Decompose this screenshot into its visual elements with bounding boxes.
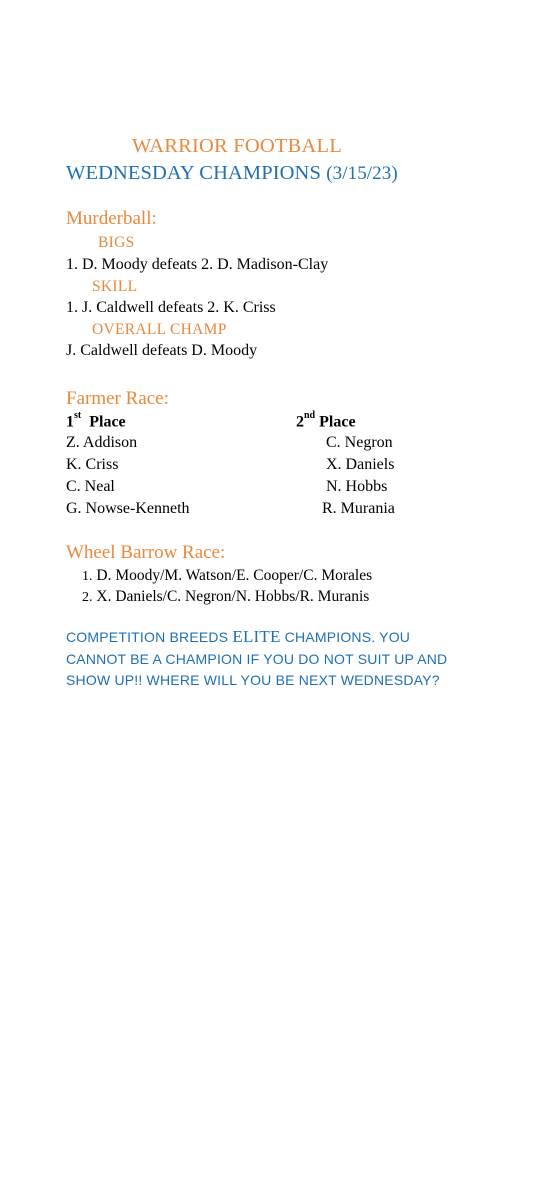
skill-result: 1. J. Caldwell defeats 2. K. Criss (66, 299, 276, 316)
first-place-name: C. Neal (66, 478, 115, 495)
wheel-barrow-item-text: D. Moody/M. Watson/E. Cooper/C. Morales (96, 567, 373, 584)
second-place-name: N. Hobbs (326, 478, 388, 495)
overall-champ-label: OVERALL CHAMP (92, 321, 227, 338)
first-place-number: 1 (66, 413, 74, 431)
closing-text-start: COMPETITION BREEDS (66, 629, 233, 645)
title-line-2-main: WEDNESDAY CHAMPIONS (66, 162, 321, 184)
wheel-barrow-item-number: 1. (82, 569, 93, 584)
second-place-name: R. Murania (322, 500, 395, 517)
wheel-barrow-heading: Wheel Barrow Race: (66, 542, 226, 563)
wheel-barrow-item (82, 588, 369, 606)
second-place-name: C. Negron (326, 434, 393, 451)
title-line-2 (66, 162, 398, 185)
first-place-name: G. Nowse-Kenneth (66, 500, 190, 517)
first-place-name: Z. Addison (66, 434, 138, 451)
second-place-header (296, 412, 356, 431)
first-place-label: Place (89, 413, 126, 431)
murderball-heading: Murderball: (66, 208, 157, 229)
wheel-barrow-item (82, 567, 372, 585)
first-place-name: K. Criss (66, 456, 119, 473)
wheel-barrow-item-number: 2. (82, 590, 93, 605)
overall-champ-result: J. Caldwell defeats D. Moody (66, 342, 258, 359)
skill-label: SKILL (92, 278, 138, 295)
second-place-label: Place (319, 413, 356, 431)
closing-message (66, 626, 466, 692)
first-place-suffix: st (74, 410, 82, 421)
title-line-1: WARRIOR FOOTBALL (132, 135, 342, 157)
wheel-barrow-item-text: X. Daniels/C. Negron/N. Hobbs/R. Muranis (96, 588, 370, 605)
second-place-name: X. Daniels (326, 456, 395, 473)
bigs-label: BIGS (98, 234, 135, 251)
closing-text-end: CHAMPIONS. YOU CANNOT BE A CHAMPION IF YOU DO NOT SUIT UP AND SHOW UP!! WHERE WILL YOU BE NEXT WEDNESDAY? (66, 629, 448, 688)
bigs-result: 1. D. Moody defeats 2. D. Madison-Clay (66, 256, 329, 273)
title-date: (3/15/23) (326, 163, 398, 184)
second-place-suffix: nd (304, 410, 316, 421)
closing-emphasis: ELITE (232, 627, 281, 646)
farmer-race-heading: Farmer Race: (66, 388, 169, 409)
second-place-number: 2 (296, 413, 304, 431)
first-place-header (66, 412, 126, 431)
